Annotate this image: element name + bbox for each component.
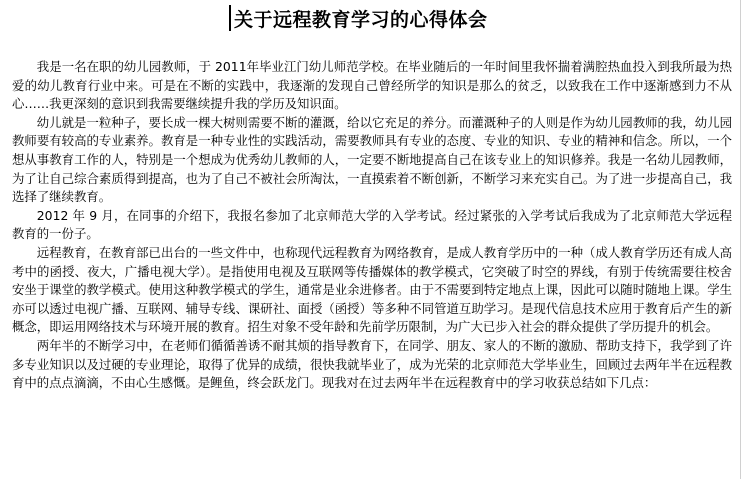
title-block bbox=[229, 4, 488, 32]
paragraph-4: 远程教育，在教育部已出台的一些文件中，也称现代远程教育为网络教育，是成人教育学历中的一种（成人教育学历还有成人高考中的函授、夜大，广播电视大学）。是指使用电视及互联网等传播媒体的教学模式，它突破了时空的界线，有别于传统需要往校舍安坐于课堂的教学模式。使用这种教学模式的学生，通常是业余进修者。由于不需要到特定地点上课，因此可以随时随地上课。学生亦可以透过电视广播、互联网、辅导专线、课研社、面授（函授）等多种不同管道互助学习。是现代信息技术应用于教育后产生的新概念，即运用网络技术与环境开展的教育。招生对象不受年龄和先前学历限制，为广大已步入社会的群众提供了学历提升的机会。 bbox=[12, 244, 732, 335]
paragraph-3: 2012 年 9 月，在同事的介绍下，我报名参加了北京师范大学的入学考试。经过紧张的入学考试后我成为了北京师范大学远程教育的一份子。 bbox=[12, 207, 732, 242]
paragraph-5: 两年半的不断学习中，在老师们循循善诱不耐其烦的指导教育下，在同学、朋友、家人的不断的激励、帮助支持下，我学到了许多专业知识以及过硬的专业理论，取得了优异的成绩，很快我就毕业了，成为光荣的北京师范大学毕业生，回顾过去两年半在远程教育中的点点滴滴，不由心生感慨。是鲤鱼，终会跃龙门。现我对在过去两年半在远程教育中的学习收获总结如下几点： bbox=[12, 337, 732, 391]
document-body bbox=[12, 58, 732, 393]
text-cursor bbox=[229, 5, 231, 31]
paragraph-1: 我是一名在职的幼儿园教师，于 2011年毕业江门幼儿师范学校。在毕业随后的一年时间里我怀揣着满腔热血投入到我所最为热爱的幼儿教育行业中来。可是在不断的实践中，我逐渐的发现自己曾经所学的知识是那么的贫乏，以致我在工作中逐渐感到力不从心……我更深刻的意识到我需要继续提升我的学历及知识面。 bbox=[12, 59, 732, 112]
page-title: 关于远程教育学习的心得体会 bbox=[234, 8, 488, 31]
paragraph-2: 幼儿就是一粒种子，要长成一棵大树则需要不断的灌溉，给以它充足的养分。而灌溉种子的人则是作为幼儿园教师的我，幼儿园教师要有较高的专业素养。教育是一种专业性的实践活动，需要教师具有专业的态度、专业的知识、专业的精神和信念。所以，一个想从事教育工作的人，特别是一个想成为优秀幼儿教师的人，一定要不断地提高自己在该专业上的知识修养。我是一名幼儿园教师，为了让自己综合素质得到提高，也为了自己不被社会所淘汰，一直摸索着不断创新，不断学习来充实自己。为了进一步提高自己，我选择了继续教育。 bbox=[12, 114, 732, 205]
